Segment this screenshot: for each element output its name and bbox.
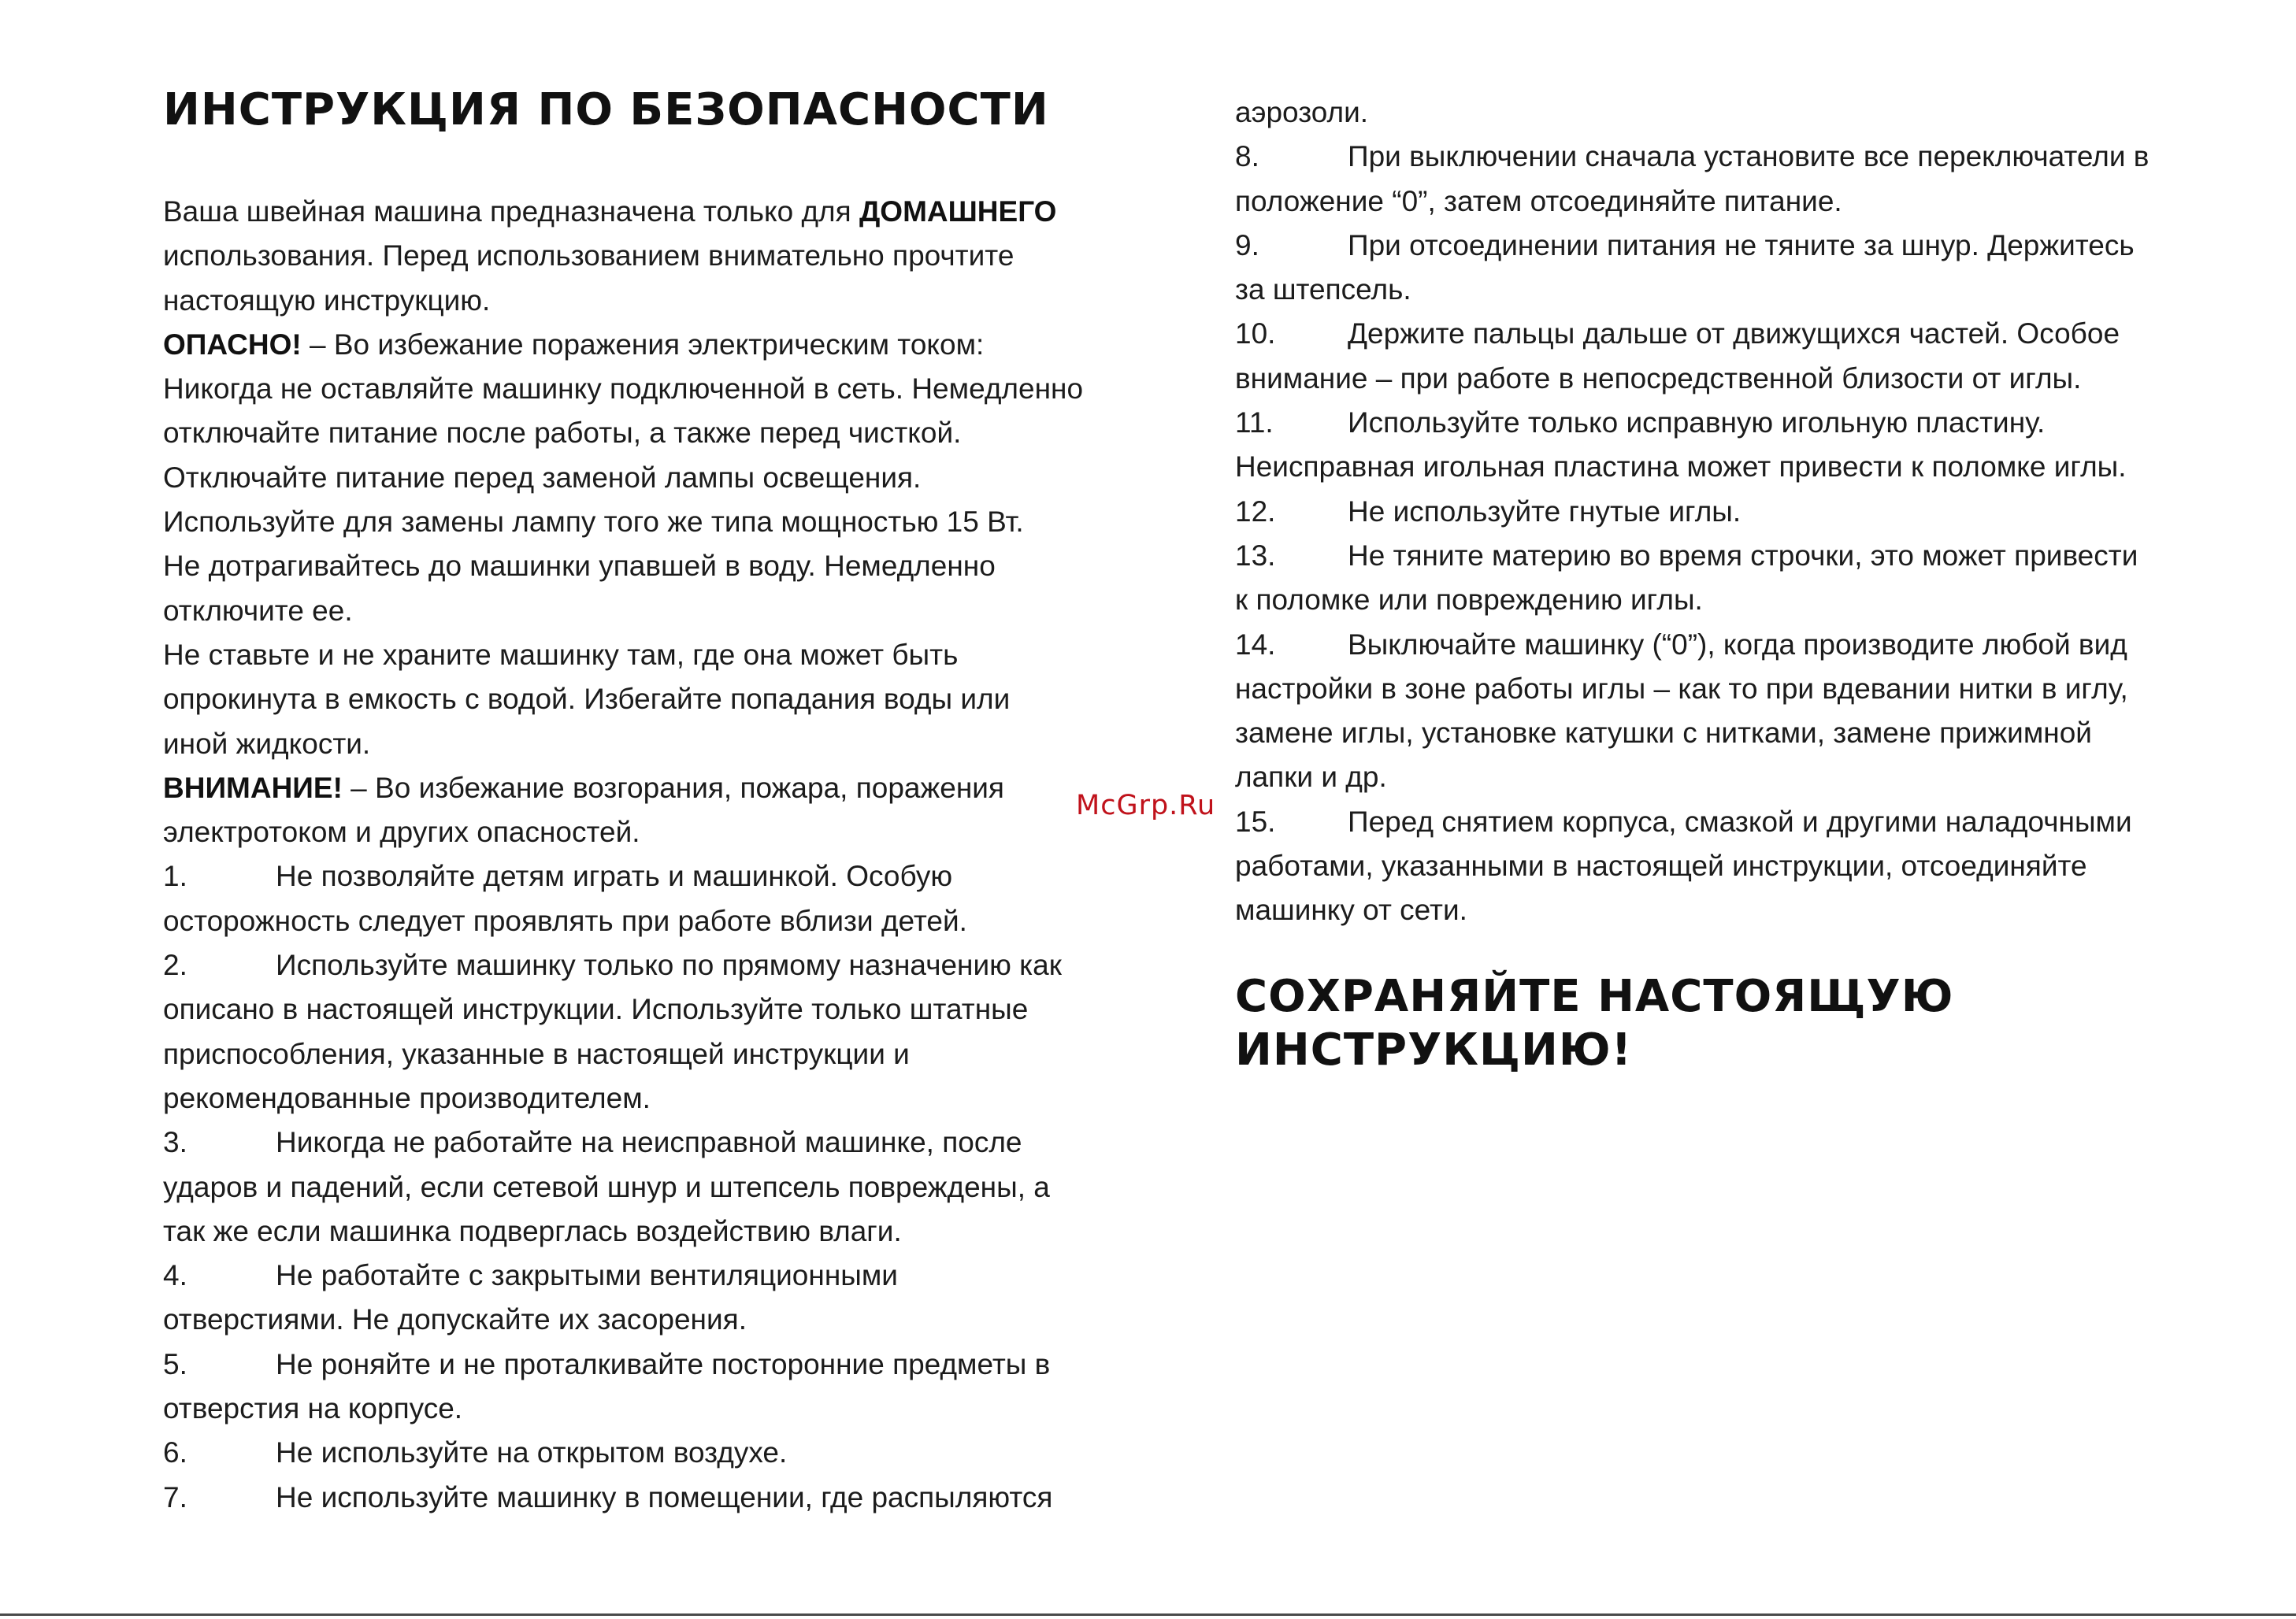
- text-line: [1235, 755, 2239, 799]
- bold-keyword: ОПАСНО!: [163, 328, 302, 361]
- line-text: Не ставьте и не храните машинку там, где она может быть: [163, 638, 959, 671]
- text-line: [1235, 490, 2239, 534]
- text-line: [1235, 623, 2239, 667]
- text-line: [163, 943, 1179, 987]
- line-text: опрокинута в емкость с водой. Избегайте попадания воды или: [163, 683, 1011, 716]
- line-text: Отключайте питание перед заменой лампы освещения.: [163, 461, 922, 494]
- text-line: [1235, 312, 2239, 356]
- text-line: [1235, 667, 2239, 711]
- text-line: [163, 899, 1179, 943]
- text-line: [1235, 800, 2239, 844]
- line-text: Держите пальцы дальше от движущихся частей. Особое: [1348, 317, 2120, 350]
- line-text: Не тяните материю во время строчки, это может привести: [1348, 539, 2138, 572]
- bold-keyword: ДОМАШНЕГО: [859, 195, 1057, 228]
- line-text: ударов и падений, если сетевой шнур и штепсель повреждены, а: [163, 1170, 1050, 1203]
- text-line: [163, 500, 1179, 544]
- text-line: [163, 1121, 1179, 1165]
- line-text: Не позволяйте детям играть и машинкой. Особую: [276, 860, 953, 893]
- page-title: ИНСТРУКЦИЯ ПО БЕЗОПАСНОСТИ: [163, 84, 1049, 135]
- line-text: настройки в зоне работы иглы – как то при вдевании нитки в иглу,: [1235, 672, 2128, 705]
- line-text: При выключении сначала установите все переключатели в: [1348, 140, 2149, 173]
- left-text-block: [163, 190, 1179, 1520]
- text-line: [1235, 844, 2239, 888]
- text-line: [163, 234, 1179, 278]
- text-line: [1235, 135, 2239, 179]
- list-number: 15.: [1235, 805, 1276, 838]
- text-line: [163, 1032, 1179, 1076]
- line-text: замене иглы, установке катушки с нитками, замене прижимной: [1235, 717, 2092, 750]
- text-line: [163, 367, 1179, 411]
- footer-title-line-2: ИНСТРУКЦИЮ!: [1235, 1024, 1633, 1076]
- text-line: [1235, 711, 2239, 755]
- line-text: Не роняйте и не проталкивайте посторонние предметы в: [276, 1347, 1051, 1380]
- line-text: При отсоединении питания не тяните за шнур. Держитесь: [1348, 228, 2135, 261]
- text-line: [163, 323, 1179, 367]
- text-line: [163, 411, 1179, 455]
- line-text: за штепсель.: [1235, 273, 1411, 306]
- text-line: [163, 766, 1179, 810]
- list-number: 13.: [1235, 539, 1276, 572]
- text-line: [1235, 888, 2239, 932]
- text-line: [1235, 180, 2239, 224]
- line-text: использования. Перед использованием внимательно прочтите: [163, 239, 1014, 272]
- line-text: внимание – при работе в непосредственной близости от иглы.: [1235, 361, 2082, 395]
- line-text: Используйте только исправную игольную пластину.: [1348, 406, 2046, 439]
- text-line: [163, 544, 1179, 588]
- line-text: Неисправная игольная пластина может привести к поломке иглы.: [1235, 450, 2127, 483]
- text-line: [163, 854, 1179, 898]
- watermark: McGrp.Ru: [1076, 790, 1216, 821]
- line-text: настоящую инструкцию.: [163, 283, 491, 317]
- line-text: Ваша швейная машина предназначена только для: [163, 195, 859, 228]
- line-text: Никогда не оставляйте машинку подключенной в сеть. Немедленно: [163, 372, 1084, 406]
- line-text: положение “0”, затем отсоединяйте питание.: [1235, 184, 1842, 217]
- footer-title: [1235, 970, 1953, 1077]
- line-text: Не используйте на открытом воздухе.: [276, 1436, 788, 1469]
- line-text: отверстия на корпусе.: [163, 1392, 463, 1425]
- text-line: [163, 589, 1179, 633]
- line-text: электротоком и других опасностей.: [163, 816, 640, 849]
- list-number: 3.: [163, 1126, 187, 1159]
- right-text-block: [1235, 91, 2239, 933]
- list-number: 6.: [163, 1436, 187, 1469]
- line-text: Используйте машинку только по прямому назначению как: [276, 949, 1062, 982]
- text-line: [163, 1165, 1179, 1210]
- list-number: 10.: [1235, 317, 1276, 350]
- text-line: [1235, 91, 2239, 135]
- text-line: [163, 456, 1179, 500]
- list-number: 12.: [1235, 495, 1276, 528]
- line-text: отверстиями. Не допускайте их засорения.: [163, 1303, 747, 1336]
- bold-keyword: ВНИМАНИЕ!: [163, 771, 343, 804]
- line-text: отключите ее.: [163, 594, 353, 627]
- line-text: описано в настоящей инструкции. Используйте только штатные: [163, 993, 1029, 1026]
- list-number: 1.: [163, 860, 187, 893]
- text-line: [163, 1298, 1179, 1342]
- line-text: рекомендованные производителем.: [163, 1081, 651, 1114]
- text-line: [1235, 401, 2239, 445]
- line-text: – Во избежание поражения электрическим током:: [301, 328, 985, 361]
- line-text: машинку от сети.: [1235, 894, 1467, 927]
- line-text: работами, указанными в настоящей инструкции, отсоединяйте: [1235, 850, 2087, 883]
- line-text: так же если машинка подверглась воздействию влаги.: [163, 1214, 902, 1247]
- line-text: Не используйте гнутые иглы.: [1348, 495, 1741, 528]
- text-line: [1235, 534, 2239, 578]
- text-line: [1235, 578, 2239, 622]
- text-line: [1235, 357, 2239, 401]
- text-line: [163, 987, 1179, 1032]
- text-line: [163, 1343, 1179, 1387]
- line-text: Используйте для замены лампу того же типа мощностью 15 Вт.: [163, 506, 1024, 539]
- text-line: [163, 1431, 1179, 1475]
- text-line: [163, 279, 1179, 323]
- text-line: [1235, 224, 2239, 268]
- list-number: 8.: [1235, 140, 1259, 173]
- line-text: Никогда не работайте на неисправной машинке, после: [276, 1126, 1022, 1159]
- line-text: Не используйте машинку в помещении, где распыляются: [276, 1480, 1053, 1513]
- text-line: [163, 810, 1179, 854]
- text-line: [163, 1387, 1179, 1431]
- line-text: отключайте питание после работы, а также перед чисткой.: [163, 417, 962, 450]
- line-text: аэрозоли.: [1235, 96, 1369, 128]
- text-line: [163, 633, 1179, 677]
- bottom-rule: [0, 1613, 2296, 1616]
- list-number: 14.: [1235, 628, 1276, 661]
- footer-title-line-1: СОХРАНЯЙТЕ НАСТОЯЩУЮ: [1235, 971, 1954, 1022]
- line-text: к поломке или повреждению иглы.: [1235, 584, 1703, 617]
- text-line: [163, 1210, 1179, 1254]
- list-number: 4.: [163, 1259, 187, 1292]
- line-text: лапки и др.: [1235, 761, 1387, 794]
- line-text: – Во избежание возгорания, пожара, поражения: [342, 771, 1004, 804]
- text-line: [163, 1476, 1179, 1520]
- text-line: [1235, 268, 2239, 312]
- line-text: Выключайте машинку (“0”), когда производите любой вид: [1348, 628, 2127, 661]
- text-line: [163, 1076, 1179, 1121]
- line-text: иной жидкости.: [163, 727, 371, 760]
- text-line: [163, 190, 1179, 234]
- line-text: осторожность следует проявлять при работе вблизи детей.: [163, 904, 967, 937]
- list-number: 11.: [1235, 406, 1274, 439]
- text-line: [163, 722, 1179, 766]
- line-text: Не дотрагивайтесь до машинки упавшей в воду. Немедленно: [163, 550, 996, 583]
- line-text: приспособления, указанные в настоящей инструкции и: [163, 1037, 910, 1070]
- list-number: 7.: [163, 1480, 187, 1513]
- line-text: Не работайте с закрытыми вентиляционными: [276, 1259, 898, 1292]
- text-line: [163, 677, 1179, 721]
- list-number: 5.: [163, 1347, 187, 1380]
- text-line: [163, 1254, 1179, 1298]
- text-line: [1235, 445, 2239, 489]
- list-number: 9.: [1235, 228, 1259, 261]
- line-text: Перед снятием корпуса, смазкой и другими наладочными: [1348, 805, 2132, 838]
- list-number: 2.: [163, 949, 187, 982]
